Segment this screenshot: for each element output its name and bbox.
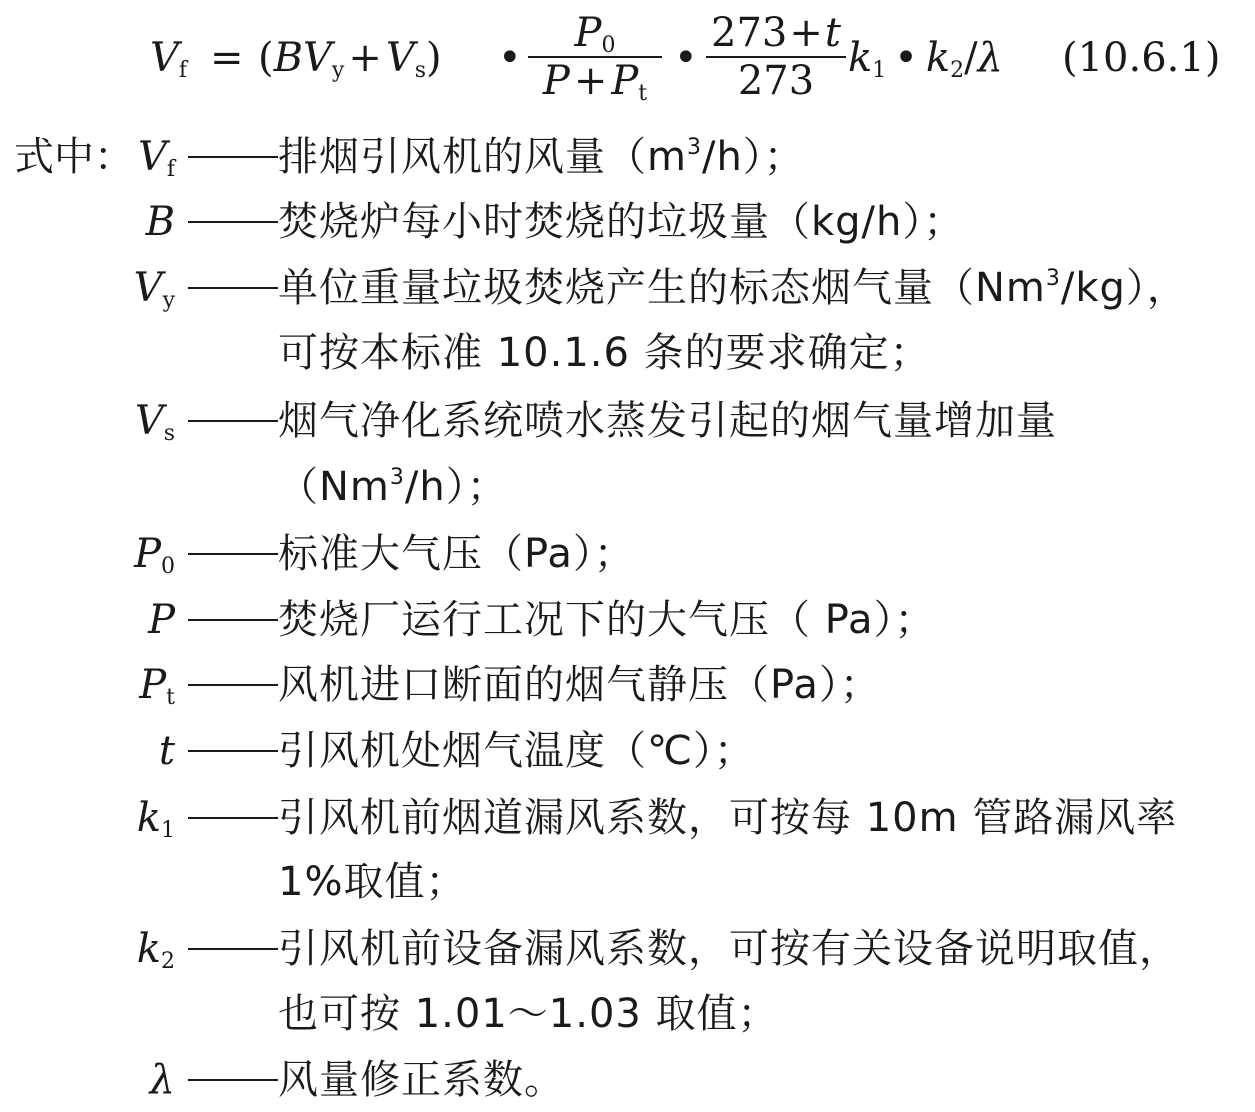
symbol: t (158, 728, 175, 774)
definition-vy-continued: 可按本标准 10.1.6 条的要求确定； (278, 330, 931, 376)
definition-text: 引风机前设备漏风系数，可按有关设备说明取值， (278, 926, 1180, 972)
definition-text: 风量修正系数。 (278, 1057, 565, 1103)
definition-text: 焚烧厂运行工况下的大气压（ Pa）； (278, 597, 936, 643)
definition-text: 风机进口断面的烟气静压（Pa）； (278, 662, 881, 708)
symbol: $V_y$ (133, 265, 175, 313)
formula-group: $(BV_y + V_s)$ (258, 35, 442, 83)
definition-k1-continued: 1%取值； (278, 859, 467, 905)
symbol: λ (149, 1057, 175, 1103)
symbol: B (145, 199, 175, 245)
definition-text: 引风机处烟气温度（℃）； (278, 728, 755, 774)
where-label: 式中： (14, 134, 134, 180)
definition-text: 排烟引风机的风量$(m^3/h)$； (278, 134, 805, 180)
formula-dot-1: • (498, 35, 522, 81)
formula-fraction-pressure (528, 10, 662, 106)
em-dash (188, 750, 278, 752)
em-dash (188, 553, 278, 555)
em-dash (188, 221, 278, 223)
equation-number: (10.6.1) (1062, 35, 1221, 81)
formula-dot-2: • (674, 35, 698, 81)
em-dash (188, 1079, 278, 1081)
em-dash (188, 948, 278, 950)
definition-text: 单位重量垃圾焚烧产生的标态烟气量（Nm$^3$/kg）， (278, 265, 1188, 311)
formula-equals: = (210, 35, 244, 81)
fraction-denominator: $P + P_t$ (542, 58, 648, 106)
definition-vs-continued: （Nm$^3$/h）； (278, 464, 508, 510)
definition-k2-continued: 也可按 1.01～1.03 取值； (278, 991, 779, 1037)
em-dash (188, 619, 278, 621)
fraction-denominator: 273 (737, 58, 815, 104)
symbol: P (148, 597, 175, 643)
fraction-numerator: $P_0$ (574, 10, 616, 58)
em-dash (188, 420, 278, 422)
definition-text: 焚烧炉每小时焚烧的垃圾量（kg/h）； (278, 199, 965, 245)
symbol: $P_0$ (134, 531, 175, 579)
definition-text: 烟气净化系统喷水蒸发引起的烟气量增加量 (278, 398, 1057, 444)
formula-lhs: $V_f$ (150, 35, 188, 83)
definition-text: 标准大气压（Pa）； (278, 531, 635, 577)
em-dash (188, 817, 278, 819)
symbol: $P_t$ (139, 662, 175, 710)
formula-fraction-temperature (706, 12, 846, 102)
fraction-numerator: 273+t (711, 10, 841, 56)
em-dash (188, 684, 278, 686)
symbol: $V_s$ (134, 398, 175, 446)
symbol: $k_1$ (136, 795, 175, 843)
symbol: $k_2$ (136, 926, 175, 974)
symbol: $V_f$ (137, 134, 175, 182)
formula-10-6-1 (150, 10, 1240, 110)
formula-tail: $k_1$ • $k_2/\lambda$ (848, 35, 1003, 83)
em-dash (188, 156, 278, 158)
em-dash (188, 287, 278, 289)
definition-text: 引风机前烟道漏风系数，可按每 10m 管路漏风率 (278, 795, 1178, 841)
